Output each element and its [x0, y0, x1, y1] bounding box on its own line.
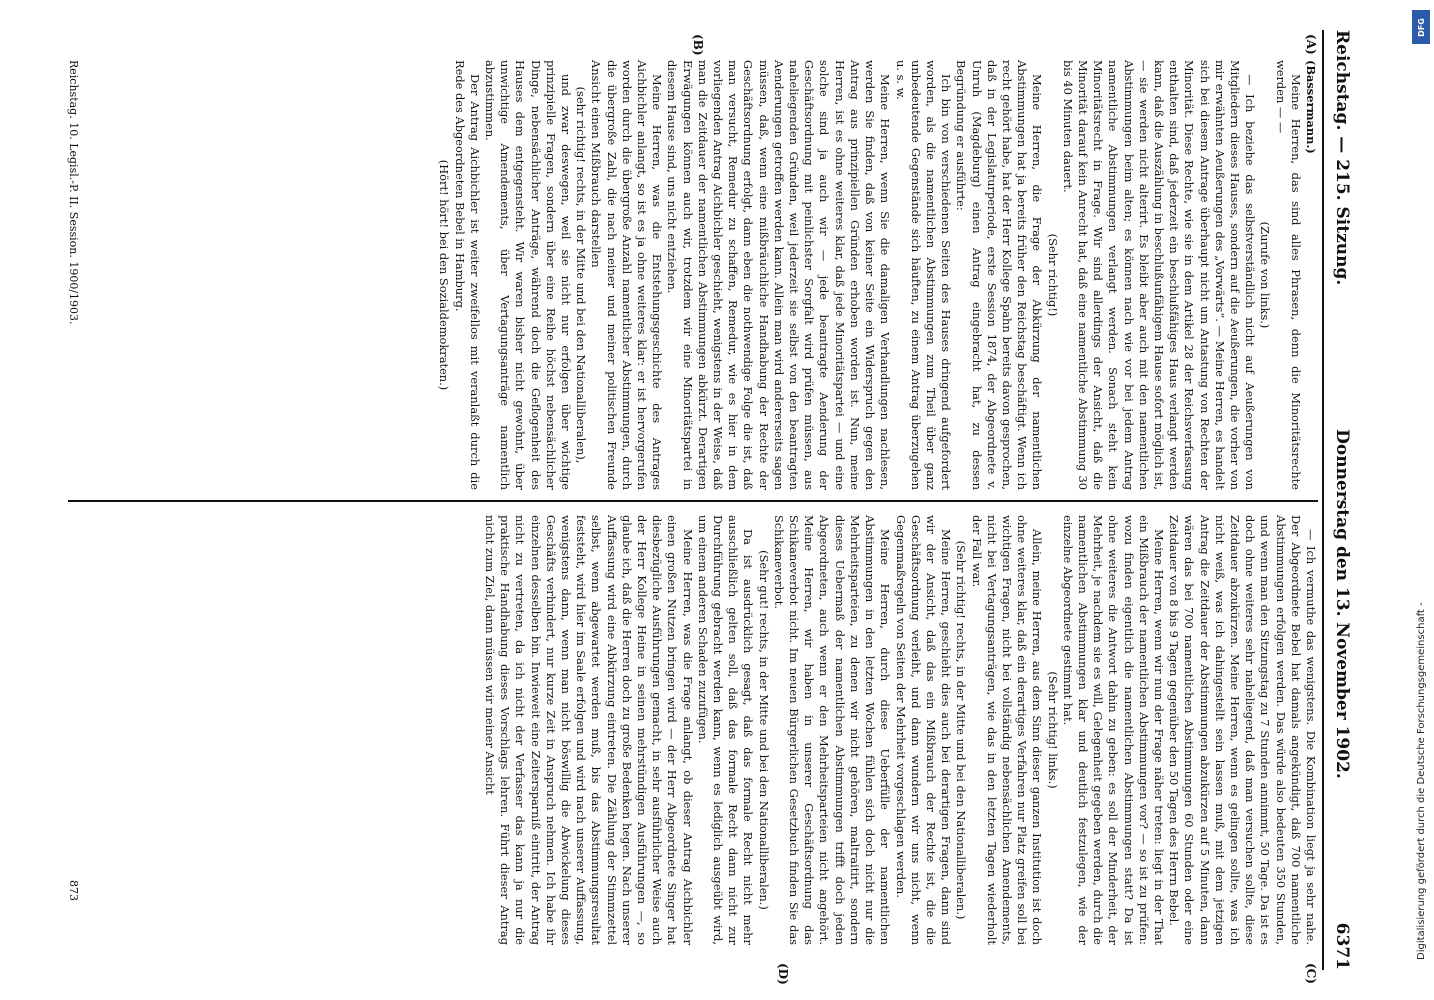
interjection: (Sehr gut! rechts, in der Mitte und bei den Nationalliberalen.) [756, 550, 771, 910]
paragraph: — Ich beziehe das selbstverständlich nicht auf Aeußerungen von Mitgliedern dieses Hauses, sondern auf die Aeußerungen, die vorher von mir erwähnten Aeußerungen des „Vorwärts“. — Meine Herren, es handelt sich bei diesem Antrage überhaupt nicht um Antastung von Rechten der Minorität. Diese Rechte, wie sie in dem Artikel 28 der Reichsverfassung enthalten sind, daß jederzeit ein beschlußfähiges Haus verlangt werden kann, daß die Auszählung in beschlußunfähigem Hause sofort möglich ist, — sie werden nicht alterirt. Es bleibt aber auch mit den namentlichen Abstimmungen beim alten; es können nach wie vor bei jedem Antrag namentliche Abstimmungen verlangt werden. Sonach steht kein Minoritätsrecht in Frage. Wir sind allerdings der Ansicht, daß die Minorität darauf kein Anrecht hat, daß eine namentliche Abstimmung 30 bis 40 Minuten dauert. [1060, 60, 1258, 490]
interjection: (sehr richtig! rechts, in der Mitte und bei den Nationalliberalen), [574, 86, 589, 464]
speaker-name: (Bassermann.) [1304, 60, 1318, 154]
interjection: (Hört! hört! bei den Sozialdemokraten.) [437, 159, 452, 391]
interjection: (Sehr richtig!) [1045, 233, 1060, 317]
paragraph: — Ich vermuthe das wenigstens. Die Kombination liegt ja sehr nahe. Der Abgeordnete Bebel hat damals angekündigt, daß 700 namentliche Abstimmungen erfolgen werden. Das würde also bedeuten 350 Stunden, und wenn man den Sitzungstag zu 7 Stunden annimmt, 50 Tage. Da ist es doch ohne weiteres sehr naheliegend, daß man versuchen sollte, diese Zeitdauer abzukürzen. Meine Herren, wenn es gelingen sollte, was ich nicht weiß, was ich dahingestellt sein lassen muß, mit dem jetzigen Antrag die Zeitdauer der Abstimmungen abzukürzen auf 5 Minuten, dann wären das bei 700 namentlichen Abstimmungen 60 Stunden oder eine Zeitdauer von 8 bis 9 Tagen gegenüber den 50 Tagen des Herrn Bebel. [1167, 515, 1318, 945]
left-column [436, 60, 1318, 490]
header-left: Reichstag. — 215. Sitzung. [1332, 30, 1352, 286]
paragraph: Allein, meine Herren, aus dem Sinn dieser ganzen Institution ist doch ohne weiteres klar, daß ein derartiges Verfahren nur Platz greifen soll bei wichtigen Fragen, nicht bei vollständig nebensächlichen Amendements, nicht bei Vertagungsanträgen, wie das in den letzten Tagen wiederholt der Fall war. [969, 515, 1045, 945]
paragraph: Meine Herren, das sind alles Phrasen, denn die Minoritätsrechte werden — — [1273, 60, 1303, 490]
paragraph: Meine Herren, wenn Sie die damaligen Verhandlungen nachlesen, werden Sie finden, daß von keiner Seite ein Widerspruch gegen den Antrag aus prinzipiellen Gründen erhoben worden ist. Nun, meine Herren, ist es ohne weiteres klar, daß jede Minoritätspartei — und eine solche sind ja auch wir — jede beantragte Aenderung der Geschäftsordnung mit peinlichster Sorgfalt wird prüfen müssen, aus naheliegenden Gründen, weil jederzeit sie selbst von den beantragten Aenderungen getroffen werden kann. Allein man wird andererseits sagen müssen, daß, wenn eine mißbräuchliche Handhabung der Rechte der Geschäftsordnung erfolgt, dann eben die nothwendige Folge die ist, daß man versucht, Remedur zu schaffen, Remedur, wie es hier in dem vorliegenden Antrag Aichbichler geschieht, wenigstens in der Weise, daß man die Zeitdauer der namentlichen Abstimmungen abkürzt. Derartigen Erwägungen können auch wir, trotzdem wir eine Minoritätspartei in diesem Hause sind, uns nicht entziehen. [665, 60, 893, 490]
paragraph: Meine Herren, durch diese Ueberfülle der namentlichen Abstimmungen in den letzten Wochen fühlen sich doch nicht nur die Mehrheitsparteien, zu denen wir nicht gehören, maltraitirt, sondern dieses Uebermaß der namentlichen Abstimmungen trifft doch jeden Abgeordneten, auch wenn er den Mehrheitsparteien nicht angehört. Meine Herren, wir haben in unserer Geschäftsordnung das Schikaneverbot nicht. Im neuen Bürgerlichen Gesetzbuch finden Sie das Schikaneverbot. [771, 515, 893, 945]
paragraph: Meine Herren, was die Entstehungsgeschichte des Antrages Aichbichler anlangt, so ist es ja ohne weiteres klar: er ist hervorgerufen worden durch die übergroße Anzahl namentlicher Abstimmungen, durch die übergroße Zahl, die nach meiner und meiner politischen Freunde Ansicht einen Mißbrauch darstellen [589, 60, 665, 490]
right-column [482, 515, 1318, 945]
paragraph: und zwar deswegen, weil sie nicht nur erfolgen über wichtige prinzipielle Fragen, sondern über eine Reihe höchst nebensächlicher Dinge, nebensächlicher Anträge, während doch die Geflogenheit des Hauses dem entgegensteht. Wir waren bisher nicht gewohnt, über unwichtige Amendements, über Vertagungsanträge namentlich abzustimmen. [483, 60, 574, 490]
margin-marker-a: (A) [1304, 34, 1318, 55]
column-divider [68, 500, 1318, 502]
footer-sheet-number: 873 [67, 880, 80, 901]
interjection: (Zurufe von links.) [1258, 221, 1273, 329]
paragraph: Ich bin von verschiedenen Seiten des Hauses dringend aufgefordert worden, als die namentlichen Abstimmungen zum Theil über ganz unbedeutende Gegenstände sich häuften, zu einem Antrag überzugehen u. s. w. [893, 60, 954, 490]
paragraph: Meine Herren, wenn wir nun der Frage näher treten: liegt in der That ein Mißbrauch der namentlichen Abstimmungen vor? — so ist zu prüfen: wozu finden eigentlich die namentlichen Abstimmungen statt? Da ist ohne weiteres die Antwort dahin zu geben: es soll der Minderheit, der Mehrheit, je nachdem sie es will, Gelegenheit gegeben werden, durch die namentlichen Abstimmungen klar und deutlich festzulegen, wie der einzelne Abgeordnete gestimmt hat. [1060, 515, 1166, 945]
paragraph: Der Antrag Aichbichler ist weiter zweifellos mit veranlaßt durch die Rede des Abgeordneten Bebel in Hamburg. [452, 60, 482, 490]
margin-marker-c: (C) [1304, 963, 1318, 984]
paragraph: Meine Herren, geschieht dies auch bei derartigen Fragen, dann sind wir der Ansicht, daß das ein Mißbrauch der Rechte ist, die die Geschäftsordnung verleiht, und dann wundern wir uns nicht, wenn Gegenmaßregeln von Seiten der Mehrheit vorgeschlagen werden. [893, 515, 954, 945]
page-header [1326, 30, 1352, 970]
margin-marker-d: (D) [776, 963, 790, 985]
page-number: 6371 [1332, 922, 1352, 970]
dfg-logo: DFG [1412, 10, 1430, 44]
paragraph: Meine Herren, was die Frage anlangt, ob dieser Antrag Aichbichler einen großen Nutzen bringen wird — der Herr Abgeordnete Singer hat diesbezügliche Ausführungen gemacht, in sehr ausführlicher Weise auch der Herr Kollege Heine in seinen mehrstündigen Ausführungen —, so glaube ich, daß die Herren doch zu große Bedenken hegen. Nach unserer Auffassung wird eine Abkürzung eintreten. Die Zählung der Stimmzettel selbst, wenn abgewartet werden muß, bis das Abstimmungsresultat feststeht, wird hier im Saale erfolgen und wird nach unserer Auffassung, wenigstens dann, wenn man nicht böswillig die Abwickelung dieses Geschäfts verhindert, nur kurze Zeit in Anspruch nehmen. Ich habe ihr einzelnen desselben bin. Inwieweit eine Zeitersparniß eintritt, der Antrag nicht zu vertreten, da ich nicht der Verfasser das kann ja nur die praktische Handhabung dieses Vorschlags lehren. Führt dieser Antrag nicht zum Ziel, dann müssen wir meiner Ansicht [483, 515, 695, 945]
footer-citation: Reichstag. 10. Legisl.-P. II. Session. 1900/1903. [67, 60, 80, 325]
header-rule [1322, 30, 1324, 970]
paragraph: Meine Herren, die Frage der Abkürzung der namentlichen Abstimmungen hat ja bereits früher den Reichstag beschäftigt. Wenn ich recht gehört habe, hat der Herr Kollege Spahn bereits davon gesprochen, daß in der Legislaturperiode, erste Session 1874, der Abgeordnete v. Unruh (Magdeburg) einen Antrag eingebracht hat, zu dessen Begründung er ausführte: [954, 60, 1045, 490]
interjection: (Sehr richtig! links.) [1045, 671, 1060, 789]
interjection: (Sehr richtig! rechts, in der Mitte und bei den Nationalliberalen.) [954, 540, 969, 920]
paragraph: Da ist ausdrücklich gesagt, daß das formale Recht nicht mehr ausschließlich gelten soll, daß das formale Recht dann nicht zur Durchführung gebracht werden kann, wenn es lediglich ausgeübt wird, um einem anderen Schaden zuzufügen. [695, 515, 756, 945]
margin-marker-b: (B) [691, 34, 705, 56]
digitization-credit: Digitalisierung gefördert durch die Deutsche Forschungsgemeinschaft - [1416, 602, 1427, 960]
header-date: Donnerstag den 13. November 1902. [1332, 429, 1352, 779]
